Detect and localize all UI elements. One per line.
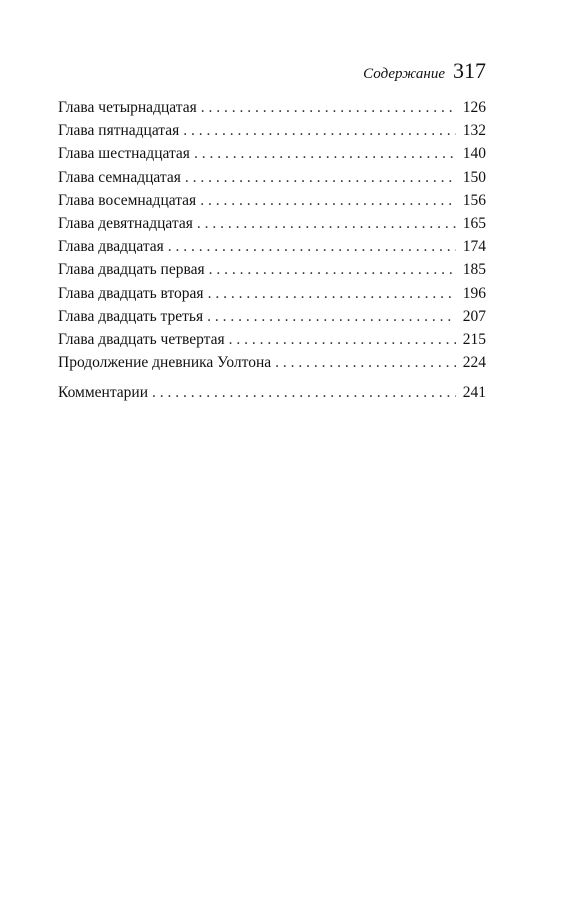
dot-leader bbox=[168, 235, 456, 258]
toc-entry[interactable] bbox=[58, 381, 486, 404]
toc-entry-title: Глава двадцать вторая bbox=[58, 284, 204, 302]
toc-entry[interactable] bbox=[58, 282, 486, 305]
toc-entry-page: 165 bbox=[462, 214, 486, 232]
toc-entry-page: 126 bbox=[462, 99, 486, 116]
running-head bbox=[0, 58, 486, 84]
toc-entry[interactable] bbox=[58, 189, 486, 212]
toc-entry-page: 207 bbox=[462, 307, 486, 325]
table-of-contents bbox=[58, 96, 486, 404]
toc-entry[interactable] bbox=[58, 235, 486, 258]
toc-entry-page: 224 bbox=[462, 354, 486, 372]
toc-entry[interactable] bbox=[58, 142, 486, 165]
toc-entry-title: Глава четырнадцатая bbox=[58, 99, 197, 116]
toc-entry[interactable] bbox=[58, 212, 486, 235]
toc-entry-title: Продолжение дневника Уолтона bbox=[58, 354, 272, 372]
dot-leader bbox=[185, 166, 456, 189]
toc-entry-page: 174 bbox=[462, 238, 486, 256]
toc-entry[interactable] bbox=[58, 305, 486, 328]
page-number: 317 bbox=[453, 58, 486, 83]
dot-leader bbox=[208, 282, 456, 305]
dot-leader bbox=[183, 119, 456, 142]
dot-leader bbox=[229, 328, 456, 351]
running-title: Содержание bbox=[363, 66, 445, 82]
toc-entry-title: Глава шестнадцатая bbox=[58, 145, 190, 163]
toc-entry-page: 132 bbox=[462, 122, 486, 140]
toc-entry-title: Глава двадцатая bbox=[58, 238, 164, 256]
toc-entry-title: Глава восемнадцатая bbox=[58, 191, 197, 209]
toc-entry[interactable] bbox=[58, 258, 486, 281]
toc-entry-page: 156 bbox=[462, 191, 486, 209]
toc-entry-page: 185 bbox=[462, 261, 486, 279]
toc-entry[interactable] bbox=[58, 351, 486, 374]
toc-entry-title: Глава девятнадцатая bbox=[58, 214, 193, 232]
toc-entry-page: 241 bbox=[462, 384, 486, 402]
toc-entry-page: 150 bbox=[462, 168, 486, 186]
toc-entry[interactable] bbox=[58, 328, 486, 351]
toc-entry-page: 215 bbox=[462, 330, 486, 348]
toc-entry-title: Комментарии bbox=[58, 384, 148, 402]
toc-entry[interactable] bbox=[58, 166, 486, 189]
toc-entry-page: 140 bbox=[462, 145, 486, 163]
toc-entry-title: Глава двадцать четвертая bbox=[58, 330, 225, 348]
dot-leader bbox=[197, 212, 456, 235]
dot-leader bbox=[200, 189, 456, 212]
toc-entry-title: Глава двадцать первая bbox=[58, 261, 205, 279]
toc-entry[interactable] bbox=[58, 119, 486, 142]
toc-entry[interactable] bbox=[58, 96, 486, 119]
toc-entry-title: Глава пятнадцатая bbox=[58, 122, 180, 140]
dot-leader bbox=[201, 96, 456, 119]
dot-leader bbox=[194, 142, 456, 165]
toc-entry-title: Глава семнадцатая bbox=[58, 168, 181, 186]
dot-leader bbox=[207, 305, 456, 328]
toc-entry-page: 196 bbox=[462, 284, 486, 302]
dot-leader bbox=[209, 258, 456, 281]
dot-leader bbox=[152, 381, 456, 404]
toc-entry-title: Глава двадцать третья bbox=[58, 307, 204, 325]
dot-leader bbox=[275, 351, 456, 374]
